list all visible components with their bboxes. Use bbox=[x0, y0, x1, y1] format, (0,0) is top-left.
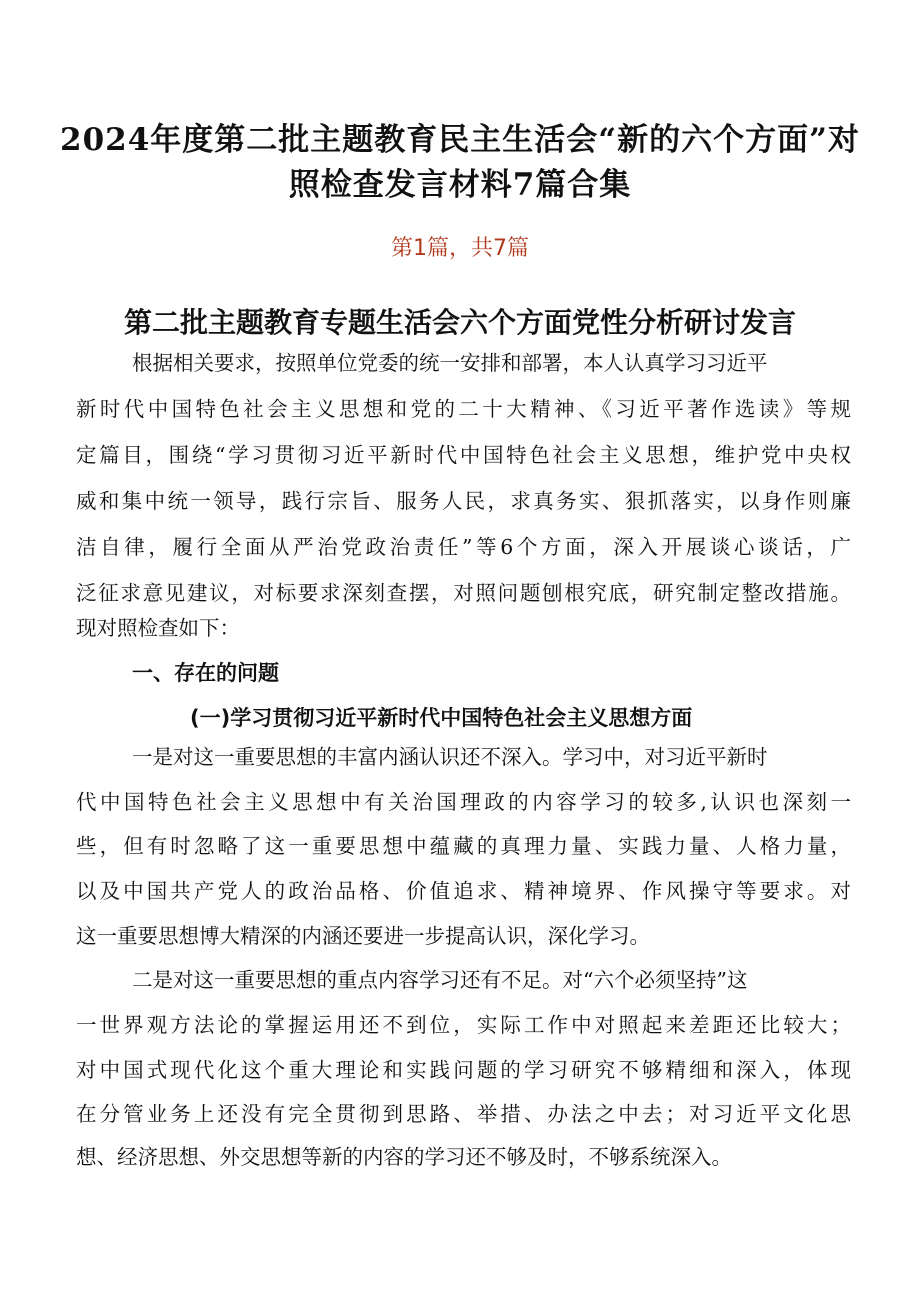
paragraph-line: 二是对这一重要思想的重点内容学习还有不足。对“六个必须坚持”这 bbox=[132, 968, 748, 992]
paragraph-line: 一世界观方法论的掌握运用还不到位，实际工作中对照起来差距还比较大； bbox=[76, 1013, 851, 1037]
paragraph-line: 新时代中国特色社会主义思想和党的二十大精神、《习近平著作选读》等规 bbox=[76, 397, 851, 421]
section-heading: 一、存在的问题 bbox=[132, 661, 279, 685]
paragraph-line: 些，但有时忽略了这一重要思想中蕴藏的真理力量、实践力量、人格力量， bbox=[76, 834, 851, 858]
page-marker: 第1篇，共7篇 bbox=[391, 236, 529, 261]
paragraph-line: 对中国式现代化这个重大理论和实践问题的学习研究不够精细和深入，体现 bbox=[76, 1058, 851, 1082]
paragraph-line: 威和集中统一领导，践行宗旨、服务人民，求真务实、狠抓落实，以身作则廉 bbox=[76, 489, 851, 513]
paragraph-line: 洁自律，履行全面从严治党政治责任”等6个方面，深入开展谈心谈话，广 bbox=[76, 535, 851, 559]
paragraph-line: 现对照检查如下： bbox=[76, 616, 240, 640]
subsection-heading: (一)学习贯彻习近平新时代中国特色社会主义思想方面 bbox=[190, 706, 693, 730]
paragraph-line: 泛征求意见建议，对标要求深刻查摆，对照问题刨根究底，研究制定整改措施。 bbox=[76, 581, 851, 605]
document-title-line-1: 2024年度第二批主题教育民主生活会“新的六个方面”对 bbox=[60, 122, 860, 158]
paragraph-line: 定篇目，围绕“学习贯彻习近平新时代中国特色社会主义思想，维护党中央权 bbox=[76, 443, 851, 467]
paragraph-line: 根据相关要求，按照单位党委的统一安排和部署，本人认真学习习近平 bbox=[132, 351, 768, 375]
paragraph-line: 以及中国共产党人的政治品格、价值追求、精神境界、作风操守等要求。对 bbox=[76, 879, 851, 903]
paragraph-line: 这一重要思想博大精深的内涵还要进一步提高认识，深化学习。 bbox=[76, 924, 650, 948]
paragraph-line: 在分管业务上还没有完全贯彻到思路、举措、办法之中去；对习近平文化思 bbox=[76, 1102, 851, 1126]
paragraph-line: 一是对这一重要思想的丰富内涵认识还不深入。学习中，对习近平新时 bbox=[132, 745, 768, 769]
paragraph-line: 代中国特色社会主义思想中有关治国理政的内容学习的较多,认识也深刻一 bbox=[76, 790, 851, 814]
paragraph-line: 想、经济思想、外交思想等新的内容的学习还不够及时，不够系统深入。 bbox=[76, 1145, 732, 1169]
document-title-line-2: 照检查发言材料7篇合集 bbox=[288, 167, 632, 203]
section-subtitle: 第二批主题教育专题生活会六个方面党性分析研讨发言 bbox=[123, 306, 796, 339]
